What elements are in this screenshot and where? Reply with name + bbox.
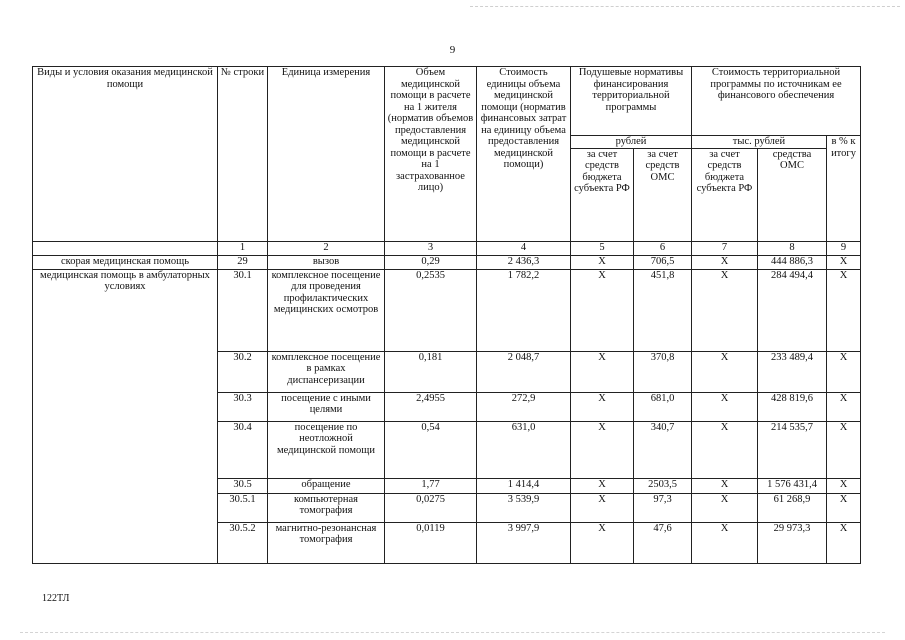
column-number: 3: [385, 241, 477, 255]
budget-thousand-cell: Х: [692, 392, 758, 421]
oms-thousand-cell: 61 268,9: [758, 493, 827, 522]
table-row: [33, 255, 861, 269]
kind-cell: медицинская помощь в амбулаторных условиях: [33, 269, 218, 563]
column-number: 5: [571, 241, 634, 255]
financing-table: [32, 66, 861, 564]
header-sub-rub: рублей: [571, 136, 692, 149]
cost-cell: 1 414,4: [477, 478, 571, 493]
percent-cell: Х: [827, 351, 861, 392]
oms-thousand-cell: 29 973,3: [758, 522, 827, 563]
cost-cell: 3 539,9: [477, 493, 571, 522]
volume-cell: 0,0275: [385, 493, 477, 522]
unit-cell: обращение: [268, 478, 385, 493]
oms-rub-cell: 97,3: [634, 493, 692, 522]
row-number-cell: 29: [218, 255, 268, 269]
row-number-cell: 30.4: [218, 421, 268, 478]
oms-thousand-cell: 233 489,4: [758, 351, 827, 392]
oms-rub-cell: 340,7: [634, 421, 692, 478]
volume-cell: 0,181: [385, 351, 477, 392]
volume-cell: 0,0119: [385, 522, 477, 563]
page-number: 9: [449, 44, 456, 56]
percent-cell: Х: [827, 269, 861, 351]
budget-thousand-cell: Х: [692, 421, 758, 478]
cost-cell: 631,0: [477, 421, 571, 478]
row-number-cell: 30.5.1: [218, 493, 268, 522]
scan-artifact-top: [470, 6, 900, 7]
header-row-number: № строки: [218, 67, 268, 242]
budget-rub-cell: Х: [571, 478, 634, 493]
column-number: 2: [268, 241, 385, 255]
row-number-cell: 30.1: [218, 269, 268, 351]
unit-cell: комплексное посещение для проведения профилактических медицинских осмотров: [268, 269, 385, 351]
column-number: 8: [758, 241, 827, 255]
header-kind: Виды и условия оказания медицинской помощи: [33, 67, 218, 242]
unit-cell: компьютерная томография: [268, 493, 385, 522]
budget-rub-cell: Х: [571, 392, 634, 421]
kind-cell: скорая медицинская помощь: [33, 255, 218, 269]
unit-cell: комплексное посещение в рамках диспансеризации: [268, 351, 385, 392]
percent-cell: Х: [827, 392, 861, 421]
unit-cell: магнитно-резонансная томография: [268, 522, 385, 563]
cost-cell: 272,9: [477, 392, 571, 421]
column-number: 4: [477, 241, 571, 255]
budget-rub-cell: Х: [571, 421, 634, 478]
oms-thousand-cell: 284 494,4: [758, 269, 827, 351]
unit-cell: посещение по неотложной медицинской помощи: [268, 421, 385, 478]
table-row: [33, 269, 861, 351]
column-number: 6: [634, 241, 692, 255]
row-number-cell: 30.3: [218, 392, 268, 421]
cost-cell: 2 436,3: [477, 255, 571, 269]
header-cost: Стоимость единицы объема медицинской помощи (норматив финансовых затрат на единицу объема предоставления медицинской помощи): [477, 67, 571, 242]
unit-cell: посещение с иными целями: [268, 392, 385, 421]
row-number-cell: 30.5.2: [218, 522, 268, 563]
volume-cell: 1,77: [385, 478, 477, 493]
header-group-norm: Подушевые нормативы финансирования территориальной программы: [571, 67, 692, 136]
column-numbers-row: [33, 241, 861, 255]
header-budget-rub: за счет средств бюджета субъекта РФ: [571, 148, 634, 241]
cost-cell: 3 997,9: [477, 522, 571, 563]
budget-thousand-cell: Х: [692, 255, 758, 269]
scan-artifact-bottom: [20, 632, 885, 633]
budget-rub-cell: Х: [571, 522, 634, 563]
oms-rub-cell: 2503,5: [634, 478, 692, 493]
header-volume: Объем медицинской помощи в расчете на 1 жителя (норматив объемов предоставления медицинской помощи в расчете на 1 застрахованное лицо): [385, 67, 477, 242]
header-sub-percent: в % к итогу: [827, 136, 861, 242]
percent-cell: Х: [827, 493, 861, 522]
percent-cell: Х: [827, 478, 861, 493]
header-row-1: [33, 67, 861, 136]
oms-rub-cell: 47,6: [634, 522, 692, 563]
cost-cell: 2 048,7: [477, 351, 571, 392]
budget-thousand-cell: Х: [692, 493, 758, 522]
header-budget-thousand: за счет средств бюджета субъекта РФ: [692, 148, 758, 241]
oms-rub-cell: 706,5: [634, 255, 692, 269]
column-number: 7: [692, 241, 758, 255]
header-oms-rub: за счет средств ОМС: [634, 148, 692, 241]
budget-thousand-cell: Х: [692, 351, 758, 392]
percent-cell: Х: [827, 522, 861, 563]
header-unit: Единица измерения: [268, 67, 385, 242]
column-number: 9: [827, 241, 861, 255]
column-number: 1: [218, 241, 268, 255]
volume-cell: 0,54: [385, 421, 477, 478]
oms-rub-cell: 451,8: [634, 269, 692, 351]
oms-thousand-cell: 214 535,7: [758, 421, 827, 478]
percent-cell: Х: [827, 255, 861, 269]
oms-rub-cell: 370,8: [634, 351, 692, 392]
cost-cell: 1 782,2: [477, 269, 571, 351]
oms-thousand-cell: 444 886,3: [758, 255, 827, 269]
budget-rub-cell: Х: [571, 269, 634, 351]
header-oms-thousand: средства ОМС: [758, 148, 827, 241]
volume-cell: 0,2535: [385, 269, 477, 351]
volume-cell: 0,29: [385, 255, 477, 269]
budget-thousand-cell: Х: [692, 478, 758, 493]
column-number-empty: [33, 241, 218, 255]
oms-rub-cell: 681,0: [634, 392, 692, 421]
volume-cell: 2,4955: [385, 392, 477, 421]
row-number-cell: 30.5: [218, 478, 268, 493]
row-number-cell: 30.2: [218, 351, 268, 392]
budget-thousand-cell: Х: [692, 269, 758, 351]
budget-rub-cell: Х: [571, 493, 634, 522]
percent-cell: Х: [827, 421, 861, 478]
footer-document-code: 122ТЛ: [42, 593, 70, 604]
oms-thousand-cell: 428 819,6: [758, 392, 827, 421]
oms-thousand-cell: 1 576 431,4: [758, 478, 827, 493]
budget-rub-cell: Х: [571, 351, 634, 392]
budget-rub-cell: Х: [571, 255, 634, 269]
unit-cell: вызов: [268, 255, 385, 269]
header-group-total: Стоимость территориальной программы по источникам ее финансового обеспечения: [692, 67, 861, 136]
header-sub-thousand: тыс. рублей: [692, 136, 827, 149]
budget-thousand-cell: Х: [692, 522, 758, 563]
